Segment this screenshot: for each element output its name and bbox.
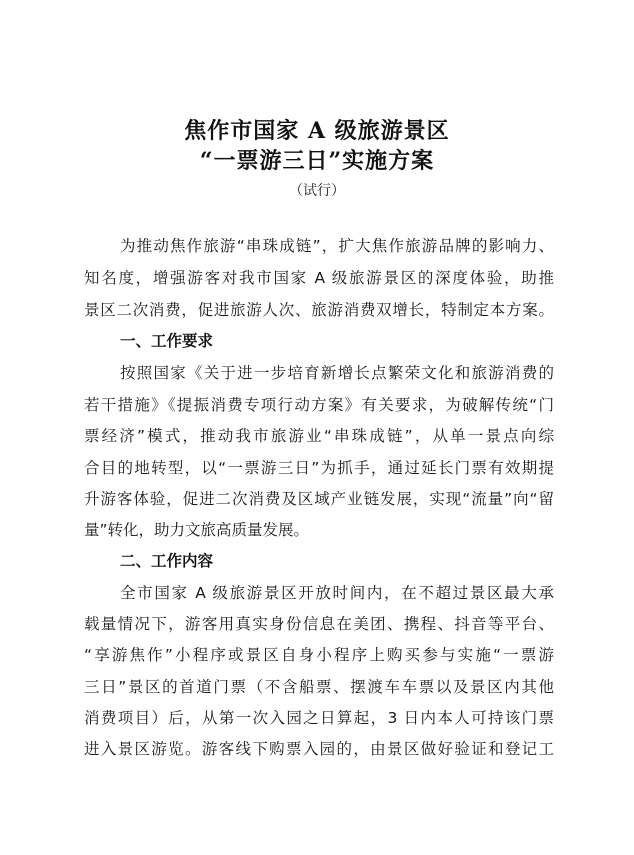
section-2-line-2: 载量情况下，游客用真实身份信息在美团、携程、抖音等平台、: [84, 615, 554, 633]
section-1-line-2: 若干措施》《提振消费专项行动方案》有关要求，为破解传统“门: [84, 396, 554, 414]
document-title-line-1: 焦作市国家 A 级旅游景区: [184, 118, 450, 144]
intro-line-3: 景区二次消费，促进旅游人次、旅游消费双增长，特制定本方案。: [84, 301, 554, 319]
section-1-line-5: 升游客体验，促进二次消费及区域产业链发展，实现“流量”向“留: [84, 490, 554, 508]
section-2-line-5: 消费项目）后，从第一次入园之日算起，3 日内本人可持该门票: [84, 709, 554, 727]
section-2-line-4: 三日”景区的首道门票（不含船票、摆渡车车票以及景区内其他: [84, 678, 554, 696]
intro-line-1: 为推动焦作旅游“串珠成链”，扩大焦作旅游品牌的影响力、: [120, 237, 554, 255]
document-subtitle: （试行）: [289, 183, 345, 199]
section-1-line-3: 票经济”模式，推动我市旅游业“串珠成链”，从单一景点向综: [84, 427, 554, 445]
intro-line-2: 知名度，增强游客对我市国家 A 级旅游景区的深度体验，助推: [84, 269, 554, 287]
section-2-line-3: “享游焦作”小程序或景区自身小程序上购买参与实施“一票游: [84, 646, 554, 664]
section-1-line-1: 按照国家《关于进一步培育新增长点繁荣文化和旅游消费的: [120, 364, 554, 382]
document-title-line-2: “一票游三日”实施方案: [199, 148, 435, 174]
section-1-heading: 一、工作要求: [120, 332, 214, 350]
section-2-line-6: 进入景区游览。游客线下购票入园的，由景区做好验证和登记工: [84, 740, 554, 758]
section-1-line-6: 量”转化，助力文旅高质量发展。: [84, 521, 310, 539]
section-2-line-1: 全市国家 A 级旅游景区开放时间内，在不超过景区最大承: [120, 584, 554, 602]
section-2-heading: 二、工作内容: [120, 552, 214, 570]
section-1-line-4: 合目的地转型，以“一票游三日”为抓手，通过延长门票有效期提: [84, 459, 554, 477]
